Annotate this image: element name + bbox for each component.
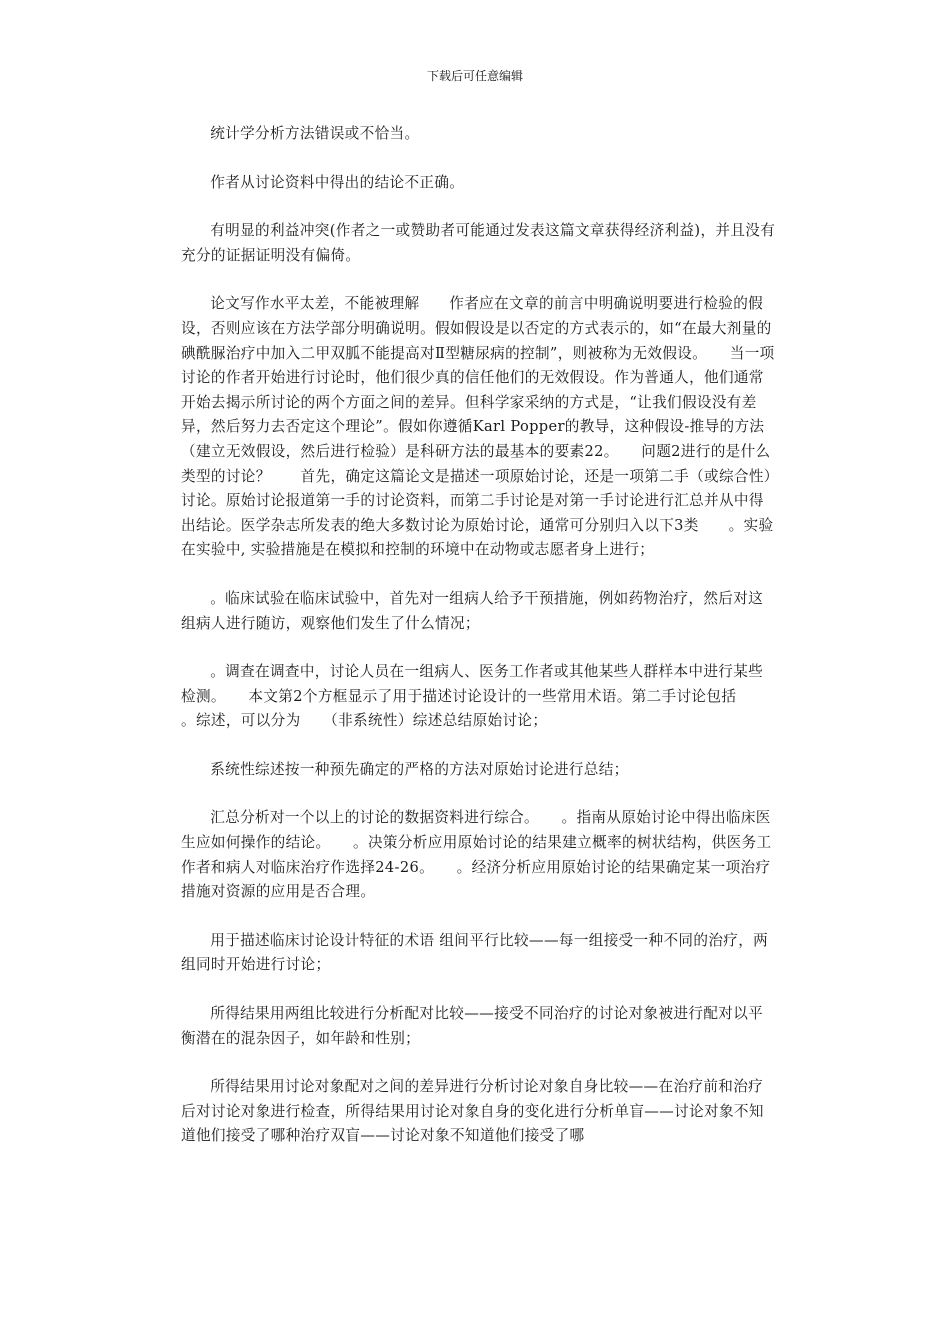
paragraph: 系统性综述按一种预先确定的严格的方法对原始讨论进行总结； (210, 760, 629, 778)
paragraph: 所得结果用讨论对象配对之间的差异进行分析讨论对象自身比较——在治疗前和治疗后对讨论对象进行检查，所得结果用讨论对象自身的变化进行分析单盲——讨论对象不知道他们接受了哪种治疗双盲——讨论对象不知道他们接受了哪 (181, 1078, 764, 1145)
paragraph: 。临床试验在临床试验中，首先对一组病人给予干预措施，例如药物治疗，然后对这组病人进行随访，观察他们发生了什么情况； (181, 589, 764, 632)
paragraph: 作者从讨论资料中得出的结论不正确。 (210, 173, 465, 191)
paragraph: 用于描述临床讨论设计特征的术语 组间平行比较——每一组接受一种不同的治疗，两组同时开始进行讨论； (181, 931, 769, 974)
paragraph: 有明显的利益冲突(作者之一或赞助者可能通过发表这篇文章获得经济利益)，并且没有充分的证据证明没有偏倚。 (181, 222, 776, 264)
paragraph: 统计学分析方法错误或不恰当。 (210, 125, 420, 142)
paragraph: 所得结果用两组比较进行分析配对比较——接受不同治疗的讨论对象被进行配对以平衡潜在的混杂因子，如年龄和性别； (181, 1005, 764, 1047)
paragraph: 论文写作水平太差，不能被理解 作者应在文章的前言中明确说明要进行检验的假设，否则应该在方法学部分明确说明。假如假设是以否定的方式表示的，如“在最大剂量的碘酰脲治疗中加入二甲双胍不能提高对Ⅱ型糖尿病的控制”，则被称为无效假设。 当一项讨论的作者开始进行讨论时，他们很少真的信任他们的无效假设。作为普通人，他们通常开始去揭示所讨论的两个方面之间的差异。但科学家采纳的方式是，“让我们假设没有差异，然后努力去否定这个理论”。假如你遵循Karl Popper的教导，这种假设-推导的方法（建立无效假设，然后进行检验）是科研方法的最基本的要素22。 问题2进行的是什么类型的讨论？ 首先，确定这篇论文是描述一项原始讨论，还是一项第二手（或综合性）讨论。原始讨论报道第一手的讨论资料，而第二手讨论是对第一手讨论进行汇总并从中得出结论。医学杂志所发表的绝大多数讨论为原始讨论，通常可分别归入以下3类 。实验在实验中, 实验措施是在模拟和控制的环境中在动物或志愿者身上进行； (181, 295, 775, 559)
page-header: 下载后可任意编辑 (426, 69, 523, 83)
document-body (181, 122, 777, 1173)
paragraph: 汇总分析对一个以上的讨论的数据资料进行综合。 。指南从原始讨论中得出临床医生应如何操作的结论。 。决策分析应用原始讨论的结果建立概率的树状结构，供医务工作者和病人对临床治疗作选择24-26。 。经济分析应用原始讨论的结果确定某一项治疗措施对资源的应用是否合理。 (181, 809, 772, 901)
paragraph: 。调查在调查中，讨论人员在一组病人、医务工作者或其他某些人群样本中进行某些检测。 本文第2个方框显示了用于描述讨论设计的一些常用术语。第二手讨论包括 。综述，可以分为 （非系统性）综述总结原始讨论； (181, 663, 767, 730)
